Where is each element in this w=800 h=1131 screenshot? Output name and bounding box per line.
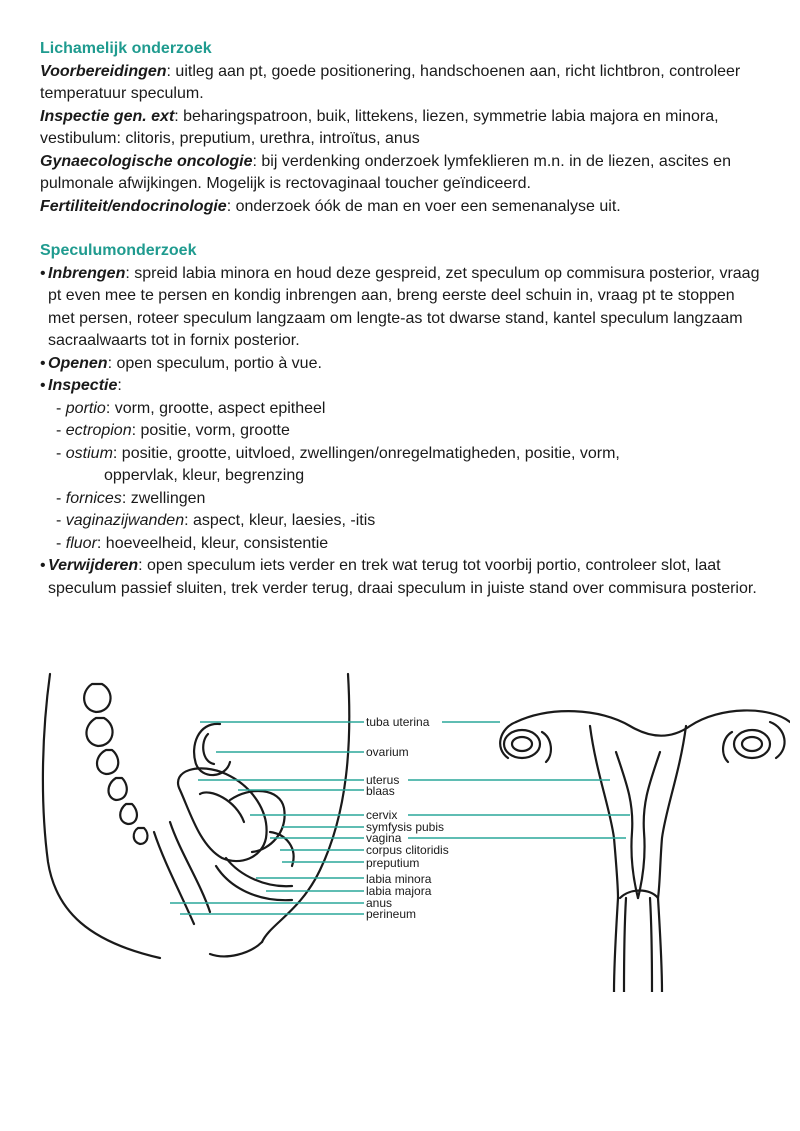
fimbria-right	[723, 732, 732, 762]
term: fornices	[65, 489, 122, 507]
term: vaginazijwanden	[65, 512, 185, 529]
bullet-dot: •	[40, 557, 46, 574]
fimbria-left	[542, 732, 551, 762]
label-symfysis-pubis: symfysis pubis	[366, 820, 445, 834]
sub-item-vaginazijwanden	[40, 510, 760, 533]
label-vagina: vagina	[366, 831, 402, 845]
label-uterus: uterus	[366, 773, 400, 787]
bullet-dot: •	[40, 264, 46, 282]
sub-item-portio	[40, 398, 760, 421]
exam-item-fertiliteit	[40, 196, 760, 219]
tubes-top	[516, 710, 790, 735]
dash: -	[56, 399, 66, 417]
uterus-inner	[200, 792, 244, 822]
sub-item-fluor	[40, 533, 760, 556]
uterus-left	[590, 726, 618, 898]
text: : aspect, kleur, laesies, -itis	[184, 512, 376, 529]
cavity-left	[616, 752, 638, 898]
ovary-left	[504, 730, 540, 758]
label-corpus-clitoridis: corpus clitoridis	[366, 843, 449, 857]
term: fluor	[65, 534, 97, 552]
tube-end-right	[770, 722, 785, 758]
label-blaas: blaas	[366, 784, 395, 798]
term: Openen	[48, 354, 108, 372]
back-outline	[43, 674, 160, 958]
label-labia-majora: labia majora	[366, 884, 432, 898]
sub-item-ectropion	[40, 420, 760, 443]
term: Inspectie gen. ext	[40, 107, 175, 125]
vertebra	[109, 778, 127, 800]
frontal-view	[500, 710, 790, 992]
rectum	[170, 822, 210, 912]
exam-item-inspectie	[40, 106, 760, 151]
anatomy-figure	[30, 662, 790, 992]
label-tuba-uterina: tuba uterina	[366, 715, 430, 729]
cavity-right	[638, 752, 660, 898]
exam-item-oncologie	[40, 151, 760, 196]
exam-item-voorbereidingen	[40, 61, 760, 106]
dash: -	[56, 512, 66, 529]
ovary-right	[734, 730, 770, 758]
term: Inbrengen	[48, 264, 126, 282]
text: : onderzoek óók de man en voer een semenanalyse uit.	[226, 197, 621, 215]
section-title-speculumonderzoek: Speculumonderzoek	[40, 242, 197, 259]
spacer	[40, 218, 760, 240]
label-labia-minora: labia minora	[366, 872, 432, 886]
bullet-dot: •	[40, 354, 46, 372]
ovary-inner	[203, 734, 214, 764]
dash: -	[56, 534, 66, 552]
bullet-dot: •	[40, 377, 46, 394]
text: : open speculum iets verder en trek wat terug tot voorbij portio, controleer slot, laat speculum passief sluiten, trek verder terug, draai speculum in juiste stand over commisura posterior.	[48, 557, 757, 597]
front-outline	[262, 674, 349, 942]
text: : positie, grootte, uitvloed, zwellingen/onregelmatigheden, positie, vorm,	[112, 444, 620, 462]
bullet-inbrengen	[40, 263, 760, 353]
label-perineum: perineum	[366, 907, 417, 921]
vertebra	[97, 750, 118, 774]
dash: -	[56, 422, 66, 439]
text: : hoeveelheid, kleur, consistentie	[96, 534, 329, 552]
text: : open speculum, portio à vue.	[107, 354, 322, 372]
term: ostium	[65, 444, 113, 462]
text: :	[117, 377, 122, 394]
rectum-wall	[154, 832, 194, 924]
ovary-left-inner	[512, 737, 532, 751]
term: Verwijderen	[48, 557, 139, 574]
term: Voorbereidingen	[40, 62, 167, 80]
label-preputium: preputium	[366, 856, 420, 870]
text: : zwellingen	[121, 489, 206, 507]
label-anus: anus	[366, 896, 393, 910]
vagina-inner-left	[624, 898, 626, 992]
term: Gynaecologische oncologie	[40, 152, 253, 170]
bullet-verwijderen	[40, 555, 760, 600]
vertebra	[84, 684, 110, 712]
dash: -	[56, 444, 66, 462]
pubis	[270, 832, 294, 866]
ovary-right-inner	[742, 737, 762, 751]
perineum-outline	[210, 942, 262, 956]
term: Fertiliteit/endocrinologie	[40, 197, 227, 215]
vagina-inner-right	[650, 898, 652, 992]
text: : vorm, grootte, aspect epitheel	[105, 399, 326, 417]
text: : beharingspatroon, buik, littekens, liezen, symmetrie labia majora en minora, vestibulum: clitoris, preputium, urethra, introïtus, anus	[40, 107, 719, 147]
label-ovarium: ovarium	[366, 745, 409, 759]
bullet-openen	[40, 353, 760, 376]
sub-item-ostium	[40, 443, 760, 488]
text: : bij verdenking onderzoek lymfeklieren m.n. in de liezen, ascites en pulmonale afwijkingen. Mogelijk is rectovaginaal toucher geïndiceerd.	[40, 152, 731, 192]
text: : positie, vorm, grootte	[131, 422, 290, 439]
vertebra	[120, 804, 137, 824]
vagina-line	[216, 866, 292, 900]
page-content	[40, 38, 760, 600]
section-title-lichamelijk-onderzoek: Lichamelijk onderzoek	[40, 40, 212, 57]
text: : spreid labia minora en houd deze gespreid, zet speculum op commisura posterior, vraag pt even mee te persen en kondig inbrengen aan, breng eerste deel schuin in, vraag pt te stoppen met persen, roteer speculum langzaam om lengte-as tot dwarse stand, kantel speculum langzaam sacraalwaarts tot in fornix posterior.	[48, 264, 760, 349]
vagina-right	[658, 898, 662, 992]
vertebra	[134, 828, 148, 844]
bullet-inspectie	[40, 375, 760, 398]
text: : uitleg aan pt, goede positionering, handschoenen aan, richt lichtbron, controleer temperatuur speculum.	[40, 62, 741, 102]
vagina-left	[614, 898, 618, 992]
vertebra	[86, 718, 112, 746]
dash: -	[56, 489, 66, 507]
continuation: oppervlak, kleur, begrenzing	[104, 467, 305, 484]
uterus-right	[658, 726, 686, 898]
sagittal-view	[43, 674, 349, 958]
sub-item-fornices	[40, 488, 760, 511]
term: ectropion	[65, 422, 132, 439]
label-cervix: cervix	[366, 808, 398, 822]
term: portio	[65, 399, 106, 417]
term: Inspectie	[48, 377, 118, 394]
